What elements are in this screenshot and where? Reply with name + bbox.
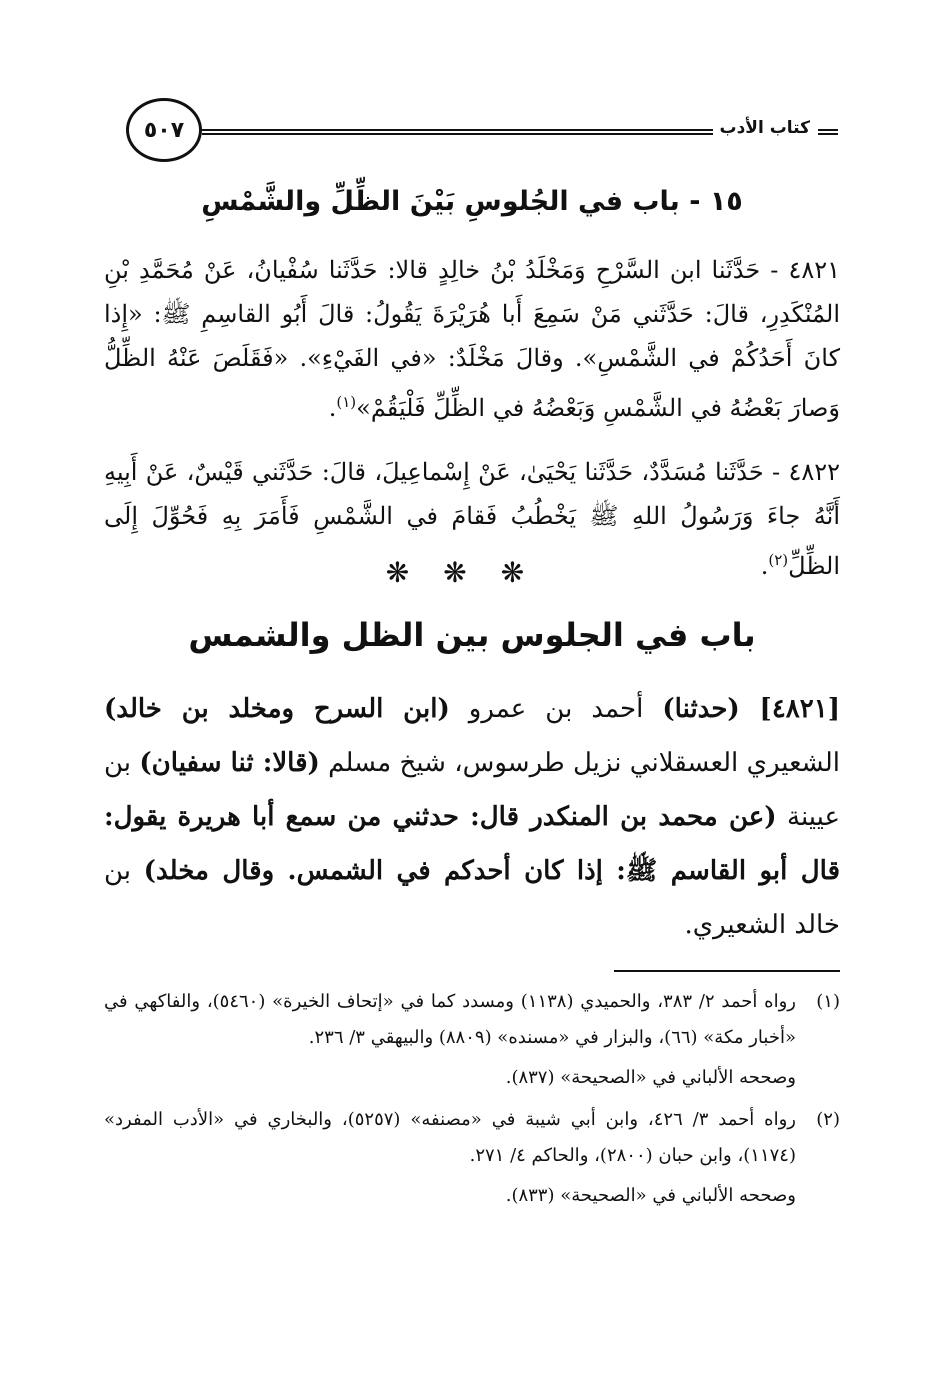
header-rule (202, 129, 716, 135)
sharh-heading: باب في الجلوس بين الظل والشمس (188, 616, 756, 654)
sharh-paragraph (104, 682, 840, 952)
footnote-ref: (٢) (768, 551, 789, 569)
sharh-bold: (ابن السرح ومخلد بن خالد) (104, 694, 450, 724)
hadith-4821: ٤٨٢١ - حَدَّثَنا ابن السَّرْحِ وَمَخْلَدُ بْنُ خالِدٍ قالا: حَدَّثَنا سُفْيانُ، عَنْ مُحَمَّدِ بْنِ المُنْكَدِرِ، قالَ: حَدَّثَني مَنْ سَمِعَ أَبا هُرَيْرَةَ يَقُولُ: قالَ أَبُو القاسِمِ ﷺ: «إِذا كانَ أَحَدُكُمْ في الشَّمْسِ». وقالَ مَخْلَدٌ: «في الفَيْءِ». «فَقَلَصَ عَنْهُ الظِّلُّ وَصارَ بَعْضُهُ في الشَّمْسِ وَبَعْضُهُ في الظِّلِّ فَلْيَقُمْ»$^{(١)}$. (104, 256, 840, 422)
footnote-2 (104, 1102, 840, 1174)
hadith-4822: ٤٨٢٢ - حَدَّثَنا مُسَدَّدٌ، حَدَّثَنا يَحْيَىٰ، عَنْ إِسْماعِيلَ، قالَ: حَدَّثَني قَيْسٌ، عَنْ أَبِيهِ أَنَّهُ جاءَ وَرَسُولُ اللهِ ﷺ يَخْطُبُ فَقامَ في الشَّمْسِ فَأَمَرَ بِهِ فَحُوِّلَ إِلَى الظِّلِّ$^{(٢)}$. (104, 458, 840, 580)
footnote-ref: (١) (336, 393, 357, 411)
sharh-text: أحمد بن عمرو (468, 694, 644, 724)
footnote-text: رواه أحمد ٢/ ٣٨٣، والحميدي (١١٣٨) ومسدد كما في «إتحاف الخيرة» (٥٤٦٠)، والفاكهي في «أخبار مكة» (٦٦)، والبزار في «مسنده» (٨٨٠٩) والبيهقي ٣/ ٢٣٦. (104, 991, 796, 1048)
chapter-heading: ١٥ - باب في الجُلوسِ بَيْنَ الظِّلِّ والشَّمْسِ (201, 186, 743, 217)
header-rule-right (818, 129, 838, 135)
footnote-mark: (٢) (816, 1109, 840, 1130)
footnote-1-grading: وصححه الألباني في «الصحيحة» (٨٣٧). (505, 1067, 796, 1088)
sharh-text: بن عيينة (104, 748, 841, 832)
sharh-text: بن خالد الشعيري. (104, 856, 840, 940)
sharh-bold: (قالا: ثنا سفيان) (139, 748, 320, 778)
hadith-text: - حَدَّثَنا ابن السَّرْحِ وَمَخْلَدُ بْنُ خالِدٍ قالا: حَدَّثَنا سُفْيانُ، عَنْ مُحَمَّدِ بْنِ المُنْكَدِرِ، قالَ: حَدَّثَني مَنْ سَمِعَ أَبا هُرَيْرَةَ يَقُولُ: قالَ أَبُو القاسِمِ ﷺ: «إِذا كانَ أَحَدُكُمْ في الشَّمْسِ». وقالَ مَخْلَدٌ: «في الفَيْءِ». «فَقَلَصَ عَنْهُ الظِّلُّ وَصارَ بَعْضُهُ في الشَّمْسِ وَبَعْضُهُ في الظِّلِّ فَلْيَقُمْ» (104, 256, 840, 422)
footnote-rule (614, 970, 840, 972)
footnote-mark: (١) (816, 991, 840, 1012)
hadith-number: ٤٨٢٢ (788, 458, 840, 486)
running-header (118, 112, 838, 152)
footnote-1 (104, 984, 840, 1056)
sharh-bold: (عن محمد بن المنكدر قال: حدثني من سمع أبا هريرة يقول: قال أبو القاسم ﷺ: إذا كان أحدكم في الشمس. وقال مخلد) (104, 802, 840, 886)
sharh-text: الشعيري العسقلاني نزيل طرسوس، شيخ مسلم (328, 748, 841, 778)
sharh-bold: [٤٨٢١] (حدثنا) (662, 694, 841, 724)
hadith-text: - حَدَّثَنا مُسَدَّدٌ، حَدَّثَنا يَحْيَىٰ، عَنْ إِسْماعِيلَ، قالَ: حَدَّثَني قَيْسٌ، عَنْ أَبِيهِ أَنَّهُ جاءَ وَرَسُولُ اللهِ ﷺ يَخْطُبُ فَقامَ في الشَّمْسِ فَأَمَرَ بِهِ فَحُوِّلَ إِلَى الظِّلِّ (104, 458, 840, 580)
section-separator: ❋❋❋ (385, 556, 559, 589)
footnote-2-grading: وصححه الألباني في «الصحيحة» (٨٣٣). (505, 1185, 796, 1206)
footnotes (104, 984, 840, 1214)
hadith-number: ٤٨٢١ (788, 256, 840, 284)
page-number: ٥٠٧ (126, 98, 202, 162)
footnote-text: رواه أحمد ٣/ ٤٢٦، وابن أبي شيبة في «مصنفه» (٥٢٥٧)، والبخاري في «الأدب المفرد» (١١٧٤)، وابن حبان (٢٨٠٠)، والحاكم ٤/ ٢٧١. (104, 1109, 796, 1166)
running-title: كتاب الأدب (713, 118, 816, 138)
